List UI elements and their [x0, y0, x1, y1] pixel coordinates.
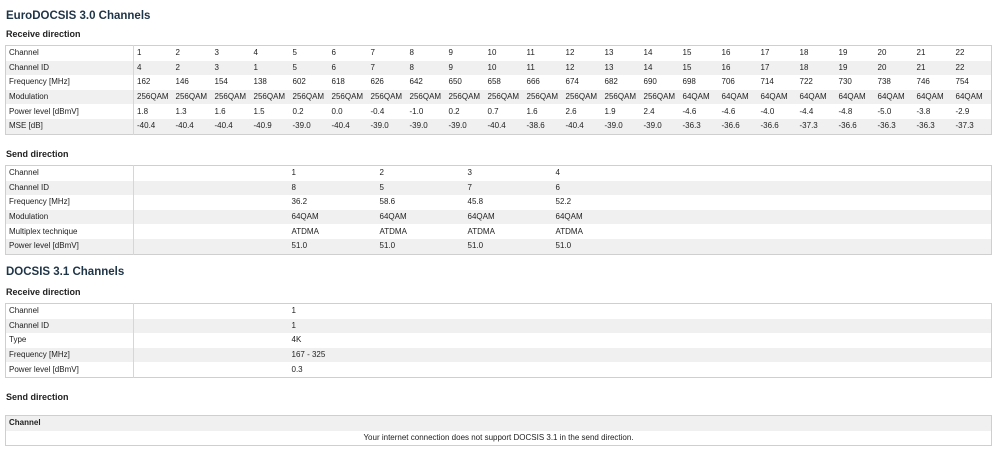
table-cell: 17: [758, 46, 797, 61]
empty-cell: [134, 224, 289, 239]
table-cell: 8: [407, 46, 446, 61]
table-cell: 1.8: [134, 104, 173, 119]
table-cell: 0.3: [289, 362, 992, 377]
table-cell: 3: [465, 166, 553, 181]
table-cell: -0.4: [368, 104, 407, 119]
empty-cell: [134, 319, 289, 334]
table-cell: 4: [251, 46, 290, 61]
table-cell: 256QAM: [329, 90, 368, 105]
eurodocsis-send-heading: Send direction: [6, 149, 69, 159]
table-cell: 6: [553, 181, 992, 196]
table-cell: 9: [446, 46, 485, 61]
table-cell: 256QAM: [524, 90, 563, 105]
table-row: [6, 119, 992, 134]
table-cell: 9: [446, 61, 485, 76]
table-cell: -40.4: [485, 119, 524, 134]
table-cell: 1.6: [524, 104, 563, 119]
empty-cell: [134, 333, 289, 348]
eurodocsis-title: EuroDOCSIS 3.0 Channels: [6, 10, 151, 22]
docsis31-send-heading: Send direction: [6, 392, 69, 402]
docsis31-receive-heading: Receive direction: [6, 287, 81, 297]
table-cell: 64QAM: [680, 90, 719, 105]
row-label: Power level [dBmV]: [6, 362, 134, 377]
table-cell: 0.0: [329, 104, 368, 119]
table-cell: 1.3: [173, 104, 212, 119]
table-cell: -39.0: [290, 119, 329, 134]
table-cell: 7: [465, 181, 553, 196]
table-cell: 64QAM: [953, 90, 992, 105]
table-cell: -39.0: [368, 119, 407, 134]
table-cell: 2.6: [563, 104, 602, 119]
table-cell: 51.0: [465, 239, 553, 254]
table-cell: 256QAM: [368, 90, 407, 105]
table-cell: 52.2: [553, 195, 992, 210]
table-cell: 18: [797, 61, 836, 76]
table-cell: 256QAM: [134, 90, 173, 105]
table-cell: 154: [212, 75, 251, 90]
eurodocsis-send-table: [5, 165, 992, 255]
table-cell: 19: [836, 61, 875, 76]
table-cell: 714: [758, 75, 797, 90]
row-label: Channel ID: [6, 319, 134, 334]
table-row: [6, 90, 992, 105]
row-label: MSE [dB]: [6, 119, 134, 134]
table-row: [6, 362, 992, 377]
table-cell: 690: [641, 75, 680, 90]
table-cell: 64QAM: [836, 90, 875, 105]
table-cell: -3.8: [914, 104, 953, 119]
table-cell: -39.0: [602, 119, 641, 134]
table-cell: 64QAM: [719, 90, 758, 105]
table-cell: 5: [290, 46, 329, 61]
empty-cell: [134, 166, 289, 181]
table-cell: 20: [875, 46, 914, 61]
table-row: [6, 46, 992, 61]
table-cell: 64QAM: [758, 90, 797, 105]
table-cell: 17: [758, 61, 797, 76]
table-cell: 0.2: [446, 104, 485, 119]
table-cell: 13: [602, 61, 641, 76]
table-cell: 2.4: [641, 104, 680, 119]
table-cell: 8: [407, 61, 446, 76]
table-cell: 162: [134, 75, 173, 90]
table-cell: -36.6: [719, 119, 758, 134]
table-cell: 22: [953, 61, 992, 76]
table-cell: 1: [251, 61, 290, 76]
eurodocsis-receive-heading: Receive direction: [6, 29, 81, 39]
table-cell: 51.0: [377, 239, 465, 254]
row-label: Power level [dBmV]: [6, 239, 134, 254]
table-cell: 256QAM: [290, 90, 329, 105]
table-cell: -36.6: [836, 119, 875, 134]
table-cell: -5.0: [875, 104, 914, 119]
table-row: [6, 195, 992, 210]
table-row: [6, 319, 992, 334]
table-cell: 146: [173, 75, 212, 90]
empty-cell: [134, 195, 289, 210]
table-cell: ATDMA: [553, 224, 992, 239]
row-label: Type: [6, 333, 134, 348]
table-cell: -36.3: [680, 119, 719, 134]
table-row: [6, 166, 992, 181]
table-cell: 12: [563, 61, 602, 76]
table-cell: 8: [289, 181, 377, 196]
empty-cell: [134, 210, 289, 225]
table-cell: 256QAM: [173, 90, 212, 105]
table-row: [6, 304, 992, 319]
table-cell: 706: [719, 75, 758, 90]
table-cell: 1: [289, 304, 992, 319]
table-cell: 256QAM: [446, 90, 485, 105]
table-cell: -39.0: [641, 119, 680, 134]
table-cell: 682: [602, 75, 641, 90]
table-cell: 618: [329, 75, 368, 90]
table-cell: 12: [563, 46, 602, 61]
table-cell: 602: [290, 75, 329, 90]
row-label: Channel ID: [6, 181, 134, 196]
row-label: Frequency [MHz]: [6, 75, 134, 90]
table-row: [6, 75, 992, 90]
table-cell: 746: [914, 75, 953, 90]
table-cell: -4.4: [797, 104, 836, 119]
table-cell: 11: [524, 46, 563, 61]
table-cell: -38.6: [524, 119, 563, 134]
channel-header-label: Channel: [6, 416, 992, 431]
table-cell: 64QAM: [465, 210, 553, 225]
table-cell: 4K: [289, 333, 992, 348]
row-label: Modulation: [6, 210, 134, 225]
table-cell: 7: [368, 61, 407, 76]
table-cell: 64QAM: [289, 210, 377, 225]
empty-cell: [134, 348, 289, 363]
empty-cell: [134, 362, 289, 377]
table-cell: 626: [368, 75, 407, 90]
row-label: Modulation: [6, 90, 134, 105]
table-cell: 256QAM: [212, 90, 251, 105]
row-label: Channel: [6, 46, 134, 61]
table-row: [6, 224, 992, 239]
table-cell: 256QAM: [251, 90, 290, 105]
table-cell: 64QAM: [553, 210, 992, 225]
table-cell: 722: [797, 75, 836, 90]
table-cell: 1.5: [251, 104, 290, 119]
table-cell: 256QAM: [641, 90, 680, 105]
table-row: [6, 348, 992, 363]
table-cell: 642: [407, 75, 446, 90]
table-cell: -36.3: [914, 119, 953, 134]
table-cell: 64QAM: [377, 210, 465, 225]
table-row: [6, 416, 992, 431]
table-cell: 1: [134, 46, 173, 61]
table-cell: 22: [953, 46, 992, 61]
table-cell: -40.4: [212, 119, 251, 134]
table-cell: 16: [719, 46, 758, 61]
table-cell: -4.8: [836, 104, 875, 119]
table-cell: 1.6: [212, 104, 251, 119]
table-cell: 10: [485, 61, 524, 76]
table-cell: 256QAM: [407, 90, 446, 105]
table-cell: -36.6: [758, 119, 797, 134]
row-label: Channel: [6, 304, 134, 319]
table-cell: 21: [914, 61, 953, 76]
table-cell: 2: [173, 61, 212, 76]
empty-cell: [134, 239, 289, 254]
table-cell: 64QAM: [797, 90, 836, 105]
table-cell: 5: [377, 181, 465, 196]
table-cell: 15: [680, 61, 719, 76]
docsis31-title: DOCSIS 3.1 Channels: [6, 266, 125, 278]
table-cell: 256QAM: [485, 90, 524, 105]
row-label: Power level [dBmV]: [6, 104, 134, 119]
empty-cell: [134, 304, 289, 319]
table-cell: 10: [485, 46, 524, 61]
table-cell: ATDMA: [465, 224, 553, 239]
row-label: Frequency [MHz]: [6, 195, 134, 210]
table-cell: 21: [914, 46, 953, 61]
table-cell: 36.2: [289, 195, 377, 210]
table-cell: 167 - 325: [289, 348, 992, 363]
table-cell: -4.6: [680, 104, 719, 119]
table-row: [6, 333, 992, 348]
table-row: [6, 239, 992, 254]
table-cell: 64QAM: [914, 90, 953, 105]
row-label: Frequency [MHz]: [6, 348, 134, 363]
table-cell: 1: [289, 166, 377, 181]
table-cell: 674: [563, 75, 602, 90]
table-cell: 45.8: [465, 195, 553, 210]
table-cell: 698: [680, 75, 719, 90]
table-cell: 58.6: [377, 195, 465, 210]
row-label: Channel ID: [6, 61, 134, 76]
table-cell: -36.3: [875, 119, 914, 134]
table-cell: 5: [290, 61, 329, 76]
table-row: [6, 431, 992, 446]
table-row: [6, 61, 992, 76]
table-cell: 13: [602, 46, 641, 61]
table-cell: 20: [875, 61, 914, 76]
table-cell: 256QAM: [602, 90, 641, 105]
table-cell: -40.4: [134, 119, 173, 134]
table-cell: 256QAM: [563, 90, 602, 105]
table-cell: 730: [836, 75, 875, 90]
table-cell: -40.4: [563, 119, 602, 134]
eurodocsis-receive-table: [5, 45, 992, 135]
table-cell: -4.6: [719, 104, 758, 119]
docsis31-receive-table: [5, 303, 992, 378]
table-cell: 4: [134, 61, 173, 76]
table-cell: 3: [212, 61, 251, 76]
table-cell: 658: [485, 75, 524, 90]
table-cell: ATDMA: [289, 224, 377, 239]
table-cell: -39.0: [407, 119, 446, 134]
table-cell: 7: [368, 46, 407, 61]
table-cell: 1.9: [602, 104, 641, 119]
table-cell: 2: [173, 46, 212, 61]
table-cell: 138: [251, 75, 290, 90]
table-cell: 14: [641, 61, 680, 76]
table-cell: 11: [524, 61, 563, 76]
table-cell: -39.0: [446, 119, 485, 134]
table-cell: 754: [953, 75, 992, 90]
table-cell: 6: [329, 46, 368, 61]
table-cell: -40.9: [251, 119, 290, 134]
table-cell: -40.4: [173, 119, 212, 134]
table-cell: -1.0: [407, 104, 446, 119]
docsis31-send-table: [5, 415, 992, 446]
table-cell: 0.7: [485, 104, 524, 119]
table-cell: 738: [875, 75, 914, 90]
row-label: Multiplex technique: [6, 224, 134, 239]
table-cell: 650: [446, 75, 485, 90]
table-cell: 3: [212, 46, 251, 61]
table-cell: 4: [553, 166, 992, 181]
table-cell: -37.3: [953, 119, 992, 134]
table-cell: 14: [641, 46, 680, 61]
table-cell: 51.0: [553, 239, 992, 254]
table-cell: -37.3: [797, 119, 836, 134]
table-cell: 64QAM: [875, 90, 914, 105]
table-cell: 51.0: [289, 239, 377, 254]
table-cell: 15: [680, 46, 719, 61]
no-send-support-message: Your internet connection does not support DOCSIS 3.1 in the send direction.: [6, 431, 992, 446]
table-cell: 18: [797, 46, 836, 61]
table-cell: 1: [289, 319, 992, 334]
table-cell: 6: [329, 61, 368, 76]
table-cell: 0.2: [290, 104, 329, 119]
table-cell: -2.9: [953, 104, 992, 119]
table-row: [6, 210, 992, 225]
table-cell: -40.4: [329, 119, 368, 134]
table-row: [6, 104, 992, 119]
table-cell: 666: [524, 75, 563, 90]
table-row: [6, 181, 992, 196]
table-cell: ATDMA: [377, 224, 465, 239]
table-cell: 19: [836, 46, 875, 61]
empty-cell: [134, 181, 289, 196]
table-cell: 16: [719, 61, 758, 76]
table-cell: -4.0: [758, 104, 797, 119]
row-label: Channel: [6, 166, 134, 181]
table-cell: 2: [377, 166, 465, 181]
